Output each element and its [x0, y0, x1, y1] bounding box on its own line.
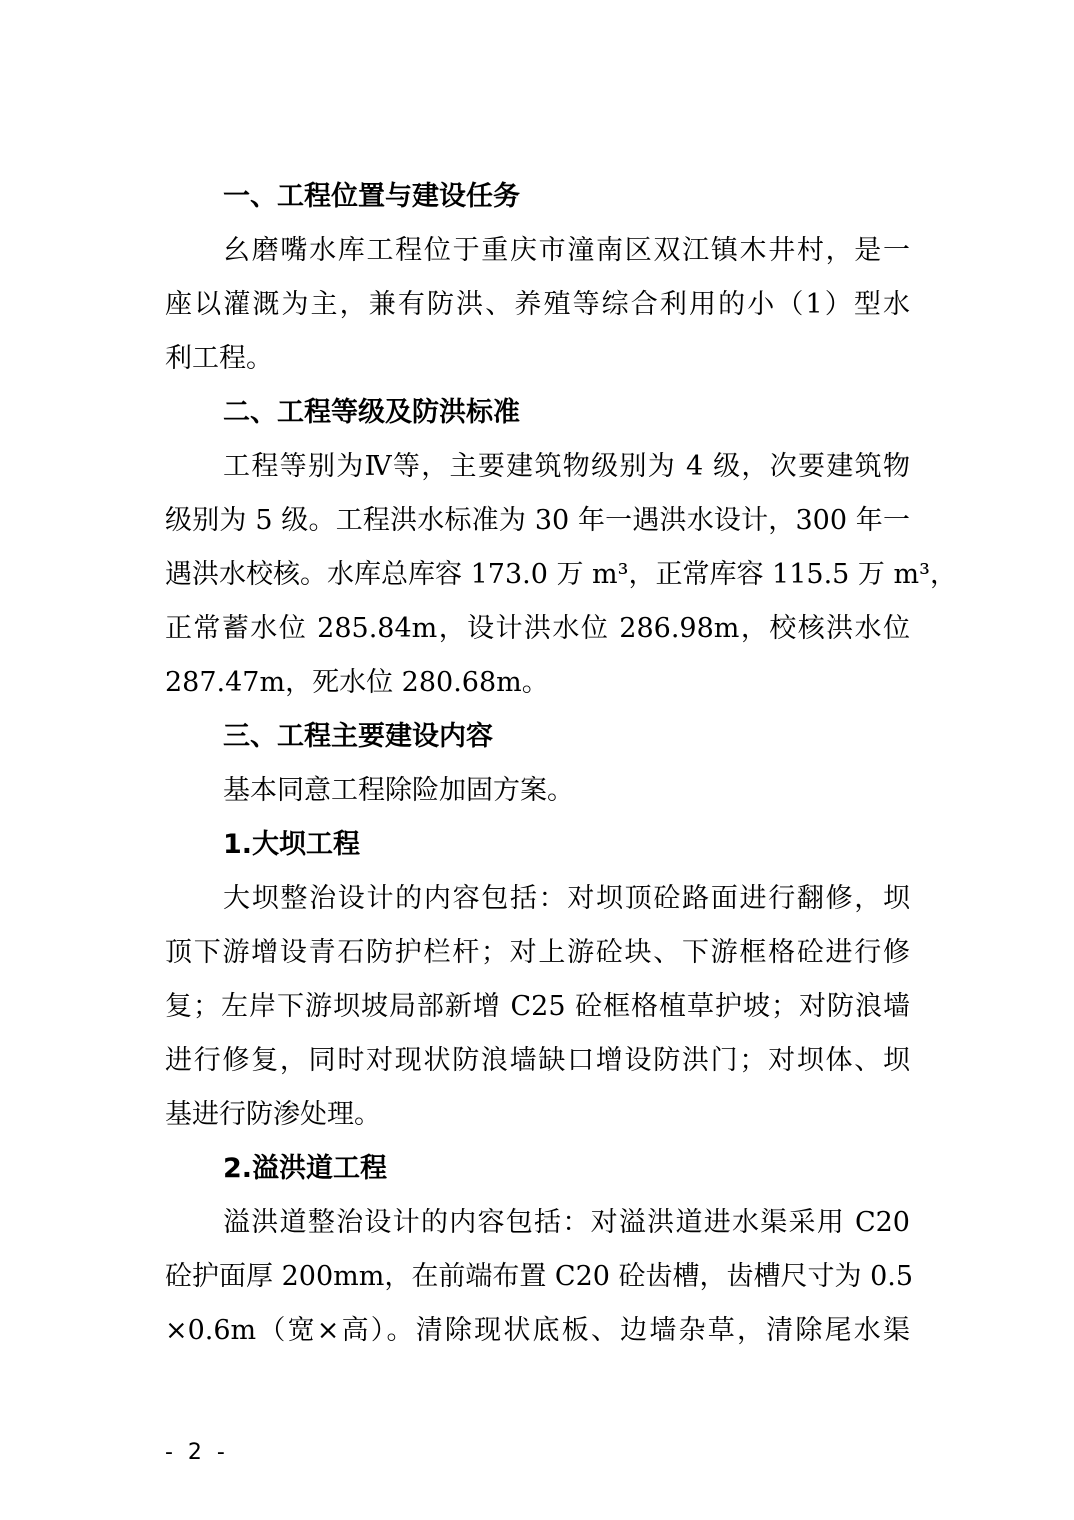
page-number: - 2 -	[165, 1440, 229, 1465]
section-2-line: 级别为 5 级。工程洪水标准为 30 年一遇洪水设计，300 年一	[165, 505, 910, 536]
section-2-line: 工程等别为Ⅳ等，主要建筑物级别为 4 级，次要建筑物	[223, 451, 910, 482]
subsection-1-line: 进行修复，同时对现状防浪墙缺口增设防洪门；对坝体、坝	[165, 1045, 910, 1076]
section-2-line: 正常蓄水位 285.84m，设计洪水位 286.98m，校核洪水位	[165, 613, 910, 644]
subsection-1-line: 大坝整治设计的内容包括：对坝顶砼路面进行翻修，坝	[223, 883, 910, 914]
section-3-intro: 基本同意工程除险加固方案。	[223, 775, 574, 806]
subsection-2-line: 砼护面厚 200mm，在前端布置 C20 砼齿槽，齿槽尺寸为 0.5	[165, 1261, 914, 1292]
section-1-line: 幺磨嘴水库工程位于重庆市潼南区双江镇木井村，是一	[223, 235, 910, 266]
section-3-heading: 三、工程主要建设内容	[223, 721, 493, 752]
section-1-heading: 一、工程位置与建设任务	[223, 181, 520, 212]
section-2-heading: 二、工程等级及防洪标准	[223, 397, 520, 428]
subsection-1-line: 基进行防渗处理。	[165, 1099, 381, 1130]
subsection-2-line: 溢洪道整治设计的内容包括：对溢洪道进水渠采用 C20	[223, 1207, 910, 1238]
section-2-line: 287.47m，死水位 280.68m。	[165, 667, 549, 698]
subsection-1-heading: 1.大坝工程	[223, 829, 361, 860]
subsection-2-heading: 2.溢洪道工程	[223, 1153, 388, 1184]
section-2-line: 遇洪水校核。水库总库容 173.0 万 m³，正常库容 115.5 万 m³，	[165, 559, 957, 590]
section-1-line: 利工程。	[165, 343, 273, 374]
document-body	[165, 170, 957, 1358]
subsection-2-line: ×0.6m（宽×高）。清除现状底板、边墙杂草，清除尾水渠	[165, 1315, 910, 1346]
section-1-line: 座以灌溉为主，兼有防洪、养殖等综合利用的小（1）型水	[165, 289, 910, 320]
subsection-1-line: 顶下游增设青石防护栏杆；对上游砼块、下游框格砼进行修	[165, 937, 910, 968]
subsection-1-line: 复；左岸下游坝坡局部新增 C25 砼框格植草护坡；对防浪墙	[165, 991, 910, 1022]
